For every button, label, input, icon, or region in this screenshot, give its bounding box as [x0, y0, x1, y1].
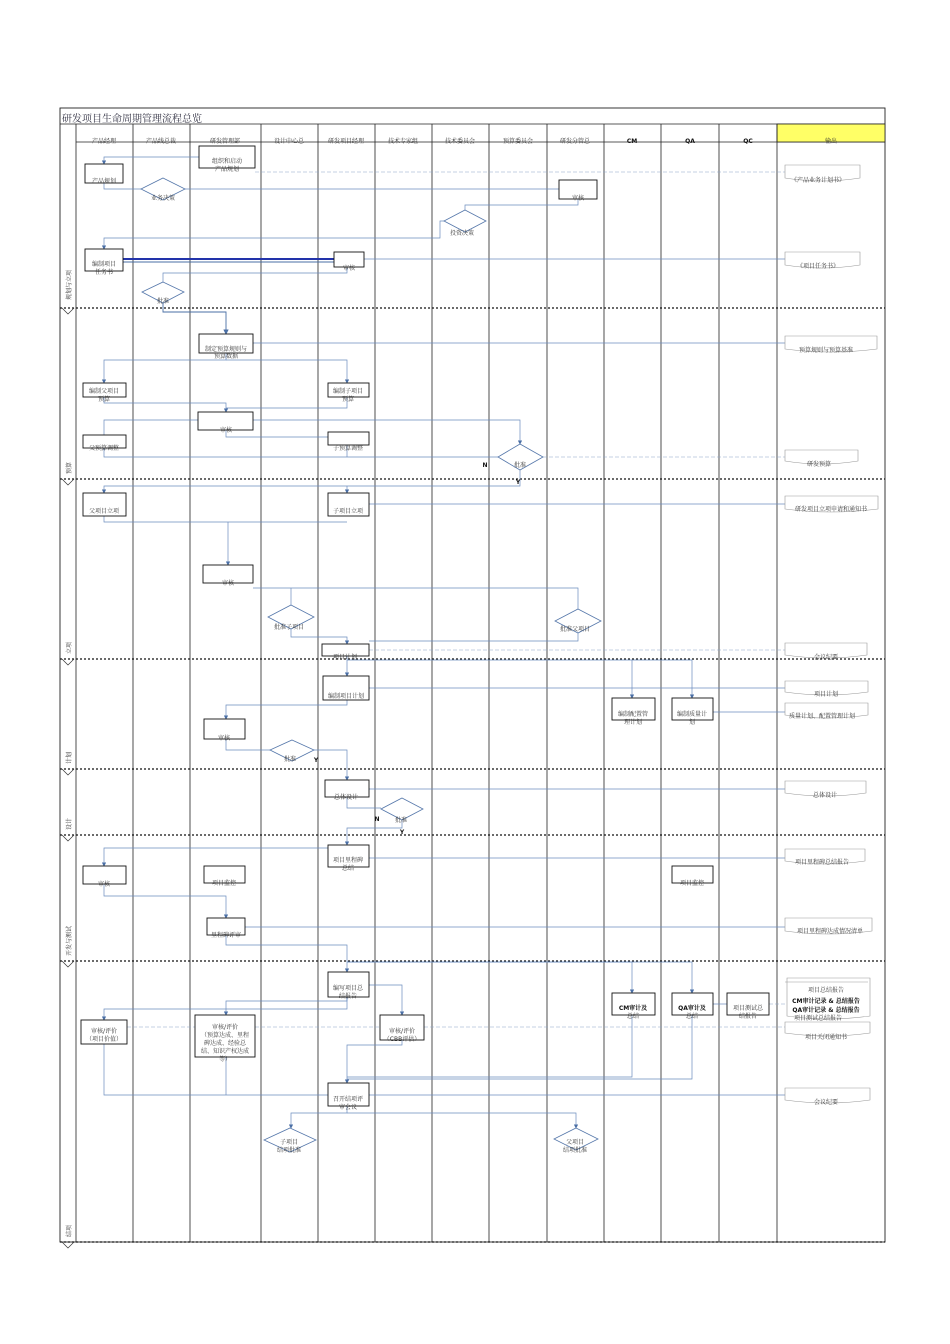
output-doc-meeting-minutes-1[interactable]: [785, 643, 867, 661]
svg-text:投资决策: 投资决策: [449, 230, 475, 237]
svg-text:QA审计及: QA审计及: [678, 1005, 706, 1012]
svg-text:结报告: 结报告: [738, 1013, 758, 1020]
process-box-overall-design[interactable]: [325, 780, 369, 801]
svg-text:碑达成、经验总: 碑达成、经验总: [203, 1040, 247, 1047]
flow-connectors: [104, 157, 785, 1128]
svg-text:研发项目立项申请和通知书: 研发项目立项申请和通知书: [794, 506, 868, 513]
svg-text:预算数据: 预算数据: [213, 353, 239, 360]
svg-text:编制项目计划: 编制项目计划: [327, 693, 365, 700]
process-box-cm-plan[interactable]: [612, 698, 655, 726]
phase-label-design: 设计: [66, 817, 73, 830]
output-doc-task-book[interactable]: [785, 252, 860, 270]
process-box-budget-review[interactable]: [198, 412, 253, 434]
svg-text:会议纪要: 会议纪要: [813, 654, 839, 661]
svg-text:审核/评价: 审核/评价: [388, 1028, 416, 1035]
svg-text:QA审计记录 & 总结报告: QA审计记录 & 总结报告: [792, 1007, 860, 1014]
decision-approve-budget[interactable]: [498, 444, 543, 470]
svg-text:总结: 总结: [626, 1013, 640, 1020]
svg-text:（CBB评估）: （CBB评估）: [383, 1036, 421, 1043]
svg-text:项目里程碑总结报告: 项目里程碑总结报告: [794, 859, 850, 866]
svg-text:研发预算: 研发预算: [806, 461, 832, 468]
svg-text:总结: 总结: [341, 865, 355, 872]
process-box-qa-audit[interactable]: [672, 993, 713, 1020]
phase-label-dev-test: 开发与测试: [66, 925, 73, 956]
process-box-product-planning[interactable]: [85, 164, 123, 185]
process-box-child-budget[interactable]: [328, 383, 369, 403]
mark-yes-design: Y: [399, 829, 405, 836]
process-box-milestone-review-pm[interactable]: [83, 866, 126, 888]
phase-separators: [60, 308, 885, 1242]
svg-text:召开结项评: 召开结项评: [332, 1096, 364, 1103]
phase-label-plan: 计划: [66, 751, 73, 764]
mark-yes-budget: Y: [515, 479, 521, 486]
svg-text:预算: 预算: [341, 396, 355, 403]
svg-text:项目测试总结报告: 项目测试总结报告: [793, 1015, 843, 1022]
lane-header-cm: CM: [626, 138, 638, 145]
svg-text:审会议: 审会议: [338, 1104, 358, 1111]
svg-text:《产品业务计划书》: 《产品业务计划书》: [790, 177, 846, 184]
process-box-project-monitoring-rd[interactable]: [204, 866, 245, 887]
process-box-cm-audit[interactable]: [612, 993, 655, 1020]
svg-text:批准: 批准: [394, 817, 408, 824]
process-box-parent-budget[interactable]: [83, 383, 126, 403]
phase-label-planning: 规划与立项: [66, 269, 73, 300]
svg-text:业务决策: 业务决策: [150, 195, 176, 202]
svg-text:理计划: 理计划: [623, 719, 643, 726]
process-box-parent-budget-adjust[interactable]: [83, 435, 126, 452]
output-doc-closure-reports[interactable]: [785, 978, 870, 1022]
process-box-initiation-review[interactable]: [203, 565, 253, 587]
mark-yes-plan: Y: [313, 757, 319, 764]
process-box-evaluate-budget-milestones[interactable]: [195, 1015, 255, 1063]
svg-text:结项批准: 结项批准: [562, 1147, 588, 1154]
svg-text:审核: 审核: [571, 195, 585, 202]
svg-text:项目计划: 项目计划: [332, 654, 358, 661]
output-doc-budget-rules[interactable]: [785, 336, 877, 354]
output-doc-business-plan[interactable]: [785, 165, 860, 184]
decision-approve-child-project[interactable]: [268, 605, 314, 631]
svg-text:预算规则与预算基准: 预算规则与预算基准: [798, 347, 854, 354]
lane-header-product-manager: 产品经理: [91, 138, 117, 145]
lane-header-tech-expert-group: 技术专家组: [387, 138, 419, 145]
svg-text:批准: 批准: [283, 756, 297, 763]
svg-text:（预算达成、里程: （预算达成、里程: [200, 1032, 250, 1039]
svg-text:子项目立项: 子项目立项: [332, 508, 364, 515]
lane-header-product-line-president: 产品线总裁: [145, 138, 177, 145]
diagram-frame: [60, 108, 885, 1242]
output-doc-meeting-minutes-2[interactable]: [785, 1088, 870, 1106]
svg-text:《项目任务书》: 《项目任务书》: [796, 263, 840, 270]
svg-text:结报告: 结报告: [338, 993, 358, 1000]
svg-text:审核: 审核: [342, 265, 356, 272]
svg-text:总体设计: 总体设计: [333, 794, 359, 801]
lane-header-budget-committee: 预算委员会: [502, 138, 534, 145]
process-box-milestone-review[interactable]: [207, 918, 245, 939]
svg-text:里程碑评审: 里程碑评审: [210, 932, 242, 939]
decision-approve-plan[interactable]: [270, 740, 314, 763]
svg-text:（项目价值）: （项目价值）: [85, 1036, 123, 1043]
svg-text:审核: 审核: [221, 580, 235, 587]
process-box-evaluate-project-value[interactable]: [81, 1020, 127, 1044]
output-doc-milestone-report[interactable]: [785, 849, 865, 866]
svg-text:审核: 审核: [97, 881, 111, 888]
process-box-project-monitoring-qa[interactable]: [672, 866, 713, 887]
process-box-test-summary-report[interactable]: [727, 993, 769, 1020]
process-box-task-book[interactable]: [85, 249, 123, 276]
decision-investment[interactable]: [444, 210, 486, 237]
process-box-milestone-summary[interactable]: [328, 845, 369, 872]
svg-text:审核: 审核: [217, 735, 231, 742]
phase-label-initiation: 立项: [66, 641, 73, 654]
lane-header-rd-vp: 研发分管总: [559, 138, 591, 145]
svg-text:父预算调整: 父预算调整: [88, 445, 120, 452]
process-box-project-plan[interactable]: [323, 676, 369, 700]
svg-text:项目里程碑达成情况清单: 项目里程碑达成情况清单: [796, 928, 864, 935]
decision-approve-parent-project[interactable]: [555, 609, 601, 633]
svg-text:产品规划: 产品规划: [214, 166, 240, 173]
diagram-title: 研发项目生命周期管理流程总览: [62, 114, 202, 125]
svg-text:编制质量计: 编制质量计: [676, 711, 708, 718]
svg-text:组织和启动: 组织和启动: [211, 158, 243, 165]
phase-label-closure: 结项: [66, 1224, 73, 1237]
svg-text:总结: 总结: [685, 1013, 699, 1020]
svg-text:项目监控: 项目监控: [211, 880, 237, 887]
svg-text:批准父项目: 批准父项目: [559, 626, 591, 633]
phase-labels: [62, 269, 74, 1248]
svg-text:父项目立项: 父项目立项: [88, 508, 120, 515]
process-box-quality-plan[interactable]: [672, 698, 713, 726]
svg-text:编制配置管: 编制配置管: [617, 711, 649, 718]
lane-headers: [92, 137, 837, 145]
lane-header-qa: QA: [685, 138, 695, 145]
svg-text:CM审计及: CM审计及: [618, 1005, 648, 1012]
svg-text:预算: 预算: [97, 396, 111, 403]
svg-text:项目里程碑: 项目里程碑: [332, 857, 364, 864]
svg-text:质量计划、配置管理计划: 质量计划、配置管理计划: [788, 713, 856, 720]
svg-text:编制子项目: 编制子项目: [332, 388, 364, 395]
output-doc-milestone-list[interactable]: [785, 918, 872, 935]
svg-text:子项目: 子项目: [279, 1139, 299, 1146]
process-box-closure-meeting[interactable]: [328, 1083, 369, 1111]
svg-text:批准: 批准: [156, 298, 170, 305]
svg-text:编写项目总: 编写项目总: [332, 985, 364, 992]
process-box-organize-planning[interactable]: [199, 146, 255, 173]
svg-text:批准子项目: 批准子项目: [273, 624, 305, 631]
svg-text:编制项目: 编制项目: [91, 261, 117, 268]
svg-text:CM审计记录 & 总结报告: CM审计记录 & 总结报告: [792, 998, 860, 1005]
process-box-evaluate-cbb[interactable]: [380, 1015, 424, 1043]
svg-text:结、知识产权达成: 结、知识产权达成: [200, 1048, 250, 1055]
svg-text:总体设计: 总体设计: [812, 792, 838, 799]
svg-text:等）: 等）: [218, 1056, 232, 1063]
svg-text:审核/评价: 审核/评价: [90, 1028, 118, 1035]
svg-text:项目总结报告: 项目总结报告: [807, 987, 845, 994]
phase-label-budget: 预算: [66, 461, 73, 474]
decision-business[interactable]: [141, 178, 185, 202]
process-box-pm-review[interactable]: [334, 252, 364, 272]
process-box-rdvp-review[interactable]: [559, 180, 597, 202]
decision-approve-design[interactable]: [381, 798, 423, 824]
svg-text:父项目: 父项目: [565, 1139, 585, 1146]
lane-header-rd-management: 研发管理部: [209, 138, 241, 145]
lane-header-output: 输出: [824, 138, 838, 145]
decision-parent-closure[interactable]: [554, 1128, 598, 1154]
svg-text:制定预算规则与: 制定预算规则与: [204, 346, 248, 353]
process-box-plan-review[interactable]: [204, 719, 245, 742]
svg-text:项目关闭通知书: 项目关闭通知书: [804, 1034, 848, 1041]
svg-text:审核/评价: 审核/评价: [211, 1024, 239, 1031]
svg-text:划: 划: [688, 719, 696, 726]
output-doc-rd-budget[interactable]: [785, 450, 858, 468]
lane-header-qc: QC: [743, 138, 753, 145]
lane-header-design-center: 设计中心总: [273, 138, 305, 145]
process-box-child-initiation[interactable]: [328, 493, 369, 516]
output-doc-overall-design[interactable]: [785, 781, 866, 799]
output-doc-closure-notice[interactable]: [785, 1022, 870, 1041]
svg-text:子预算调整: 子预算调整: [332, 445, 364, 452]
decision-approve-taskbook[interactable]: [142, 282, 184, 305]
process-box-budget-rules[interactable]: [199, 334, 253, 360]
svg-text:审核: 审核: [219, 427, 233, 434]
svg-text:结项批准: 结项批准: [276, 1147, 302, 1154]
lane-header-tech-committee: 技术委员会: [444, 138, 476, 145]
process-box-child-budget-adjust[interactable]: [328, 432, 369, 452]
process-box-parent-initiation[interactable]: [83, 493, 126, 516]
svg-text:批准: 批准: [513, 462, 527, 469]
output-doc-initiation-notice[interactable]: [785, 496, 878, 513]
svg-text:产品规划: 产品规划: [91, 178, 117, 185]
lane-header-rd-project-manager: 研发项目经理: [327, 138, 365, 145]
svg-text:编制父项目: 编制父项目: [88, 388, 120, 395]
svg-text:项目测试总: 项目测试总: [732, 1005, 764, 1012]
mark-no-design: N: [374, 816, 380, 823]
mark-no-budget: N: [482, 462, 488, 469]
svg-text:会议纪要: 会议纪要: [813, 1099, 839, 1106]
decision-child-closure[interactable]: [264, 1128, 316, 1154]
svg-text:项目监控: 项目监控: [679, 880, 705, 887]
svg-text:任务书: 任务书: [94, 269, 114, 276]
output-doc-project-plan[interactable]: [785, 681, 868, 698]
output-doc-quality-cm-plan[interactable]: [785, 703, 868, 720]
svg-text:项目计划: 项目计划: [813, 691, 839, 698]
process-box-project-summary-report[interactable]: [328, 972, 369, 1000]
